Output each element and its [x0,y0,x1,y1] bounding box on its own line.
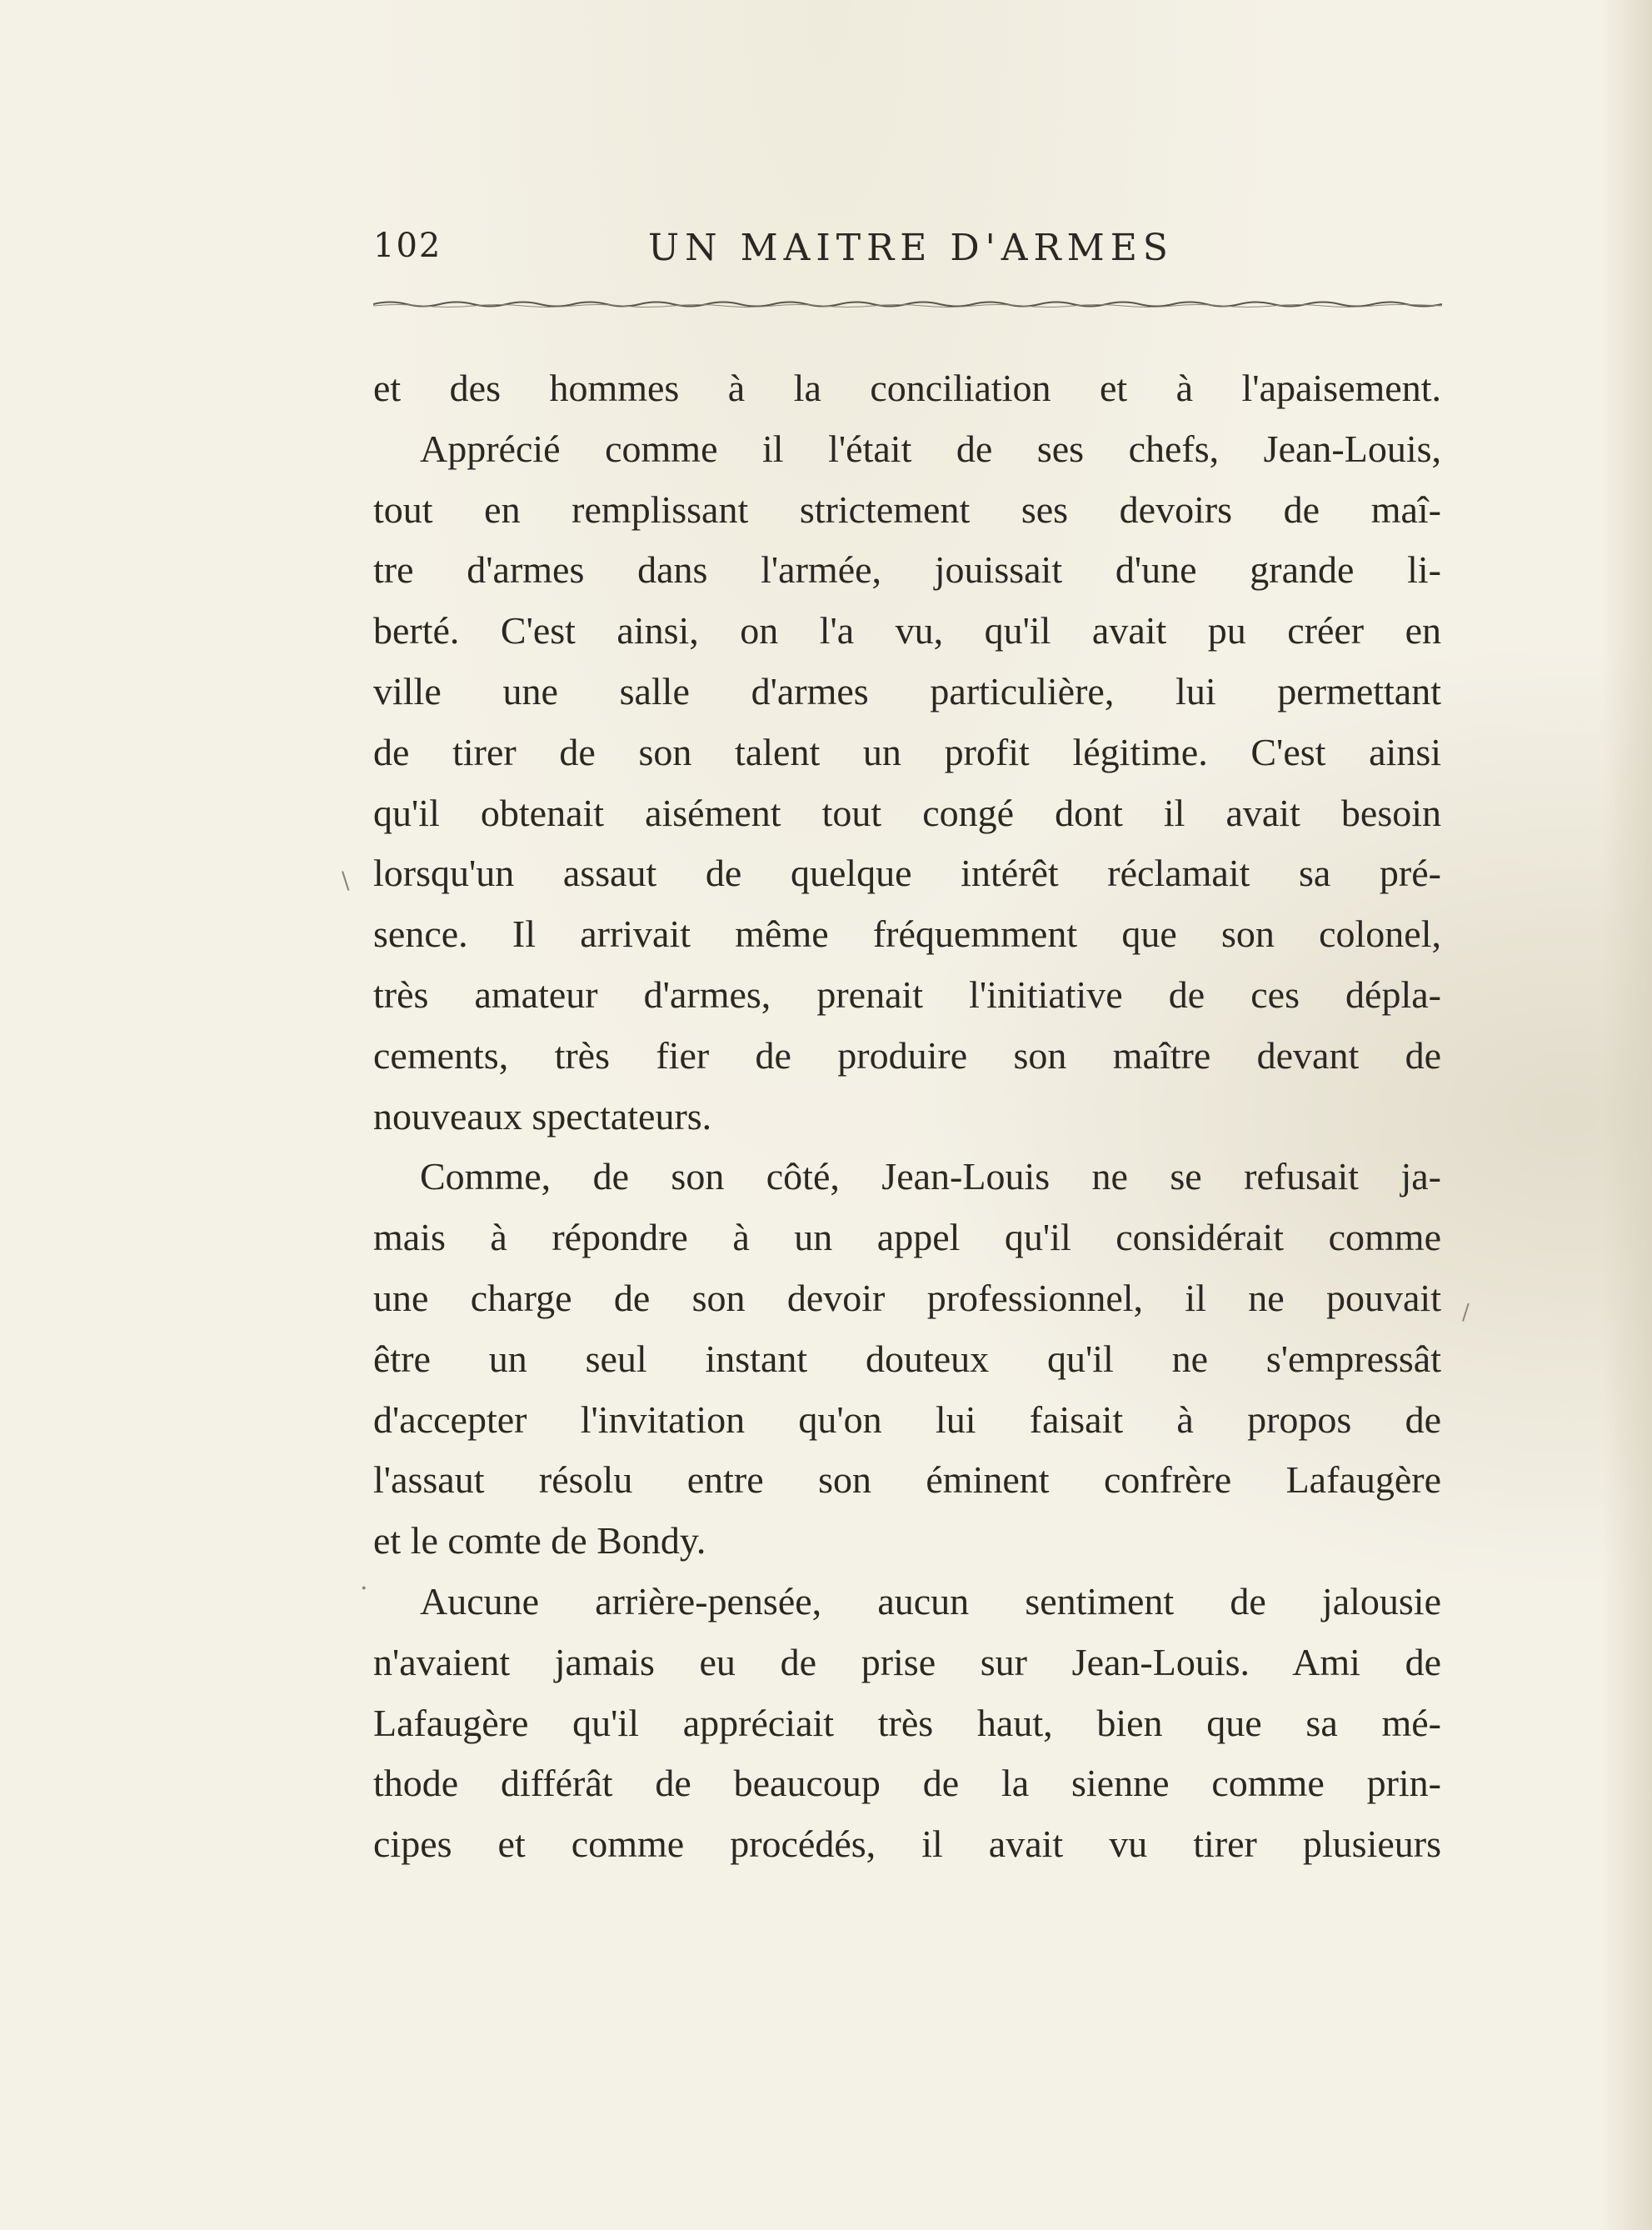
text-line: berté. C'est ainsi, on l'a vu, qu'il avait pu créer en [373,609,1441,652]
text-line: cipes et comme procédés, il avait vu tirer plusieurs [373,1822,1441,1866]
stray-mark: . [360,1567,368,1596]
text-line: l'assaut résolu entre son éminent confrère Lafaugère [373,1458,1441,1502]
page-header [373,227,1440,277]
text-line: n'avaient jamais eu de prise sur Jean-Louis. Ami de [373,1640,1441,1683]
text-line: nouveaux spectateurs. [373,1094,712,1138]
stray-mark: \ [342,867,350,894]
text-line: très amateur d'armes, prenait l'initiative de ces dépla- [373,972,1441,1016]
text-line: Apprécié comme il l'était de ses chefs, Jean-Louis, [420,427,1441,470]
text-line: tout en remplissant strictement ses devoirs de maî- [373,488,1441,531]
running-title: UN MAITRE D'ARMES [648,227,1174,269]
text-line: et des hommes à la conciliation et à l'apaisement. [373,367,1441,409]
text-line: cements, très fier de produire son maître devant de [373,1033,1441,1077]
text-line: Aucune arrière-pensée, aucun sentiment de jalousie [420,1579,1441,1622]
text-line: de tirer de son talent un profit légitime. C'est ainsi [373,730,1441,773]
text-line: lorsqu'un assaut de quelque intérêt réclamait sa pré- [373,852,1441,895]
ornamental-rule [373,298,1442,310]
text-line: qu'il obtenait aisément tout congé dont il avait besoin [373,791,1441,834]
text-line: Lafaugère qu'il appréciait très haut, bien que sa mé- [373,1701,1441,1744]
text-line: sence. Il arrivait même fréquemment que son colonel, [373,912,1441,956]
text-line: tre d'armes dans l'armée, jouissait d'une grande li- [373,548,1441,592]
text-line: d'accepter l'invitation qu'on lui faisait à propos de [373,1398,1441,1441]
page-number: 102 [373,227,442,265]
text-line: Comme, de son côté, Jean-Louis ne se refusait ja- [420,1155,1441,1198]
text-line: ville une salle d'armes particulière, lui permettant [373,669,1441,712]
stray-mark: / [1462,1300,1470,1325]
body-text [373,358,1441,1875]
text-line: mais à répondre à un appel qu'il considérait comme [373,1216,1441,1259]
text-line: être un seul instant douteux qu'il ne s'empressât [373,1337,1441,1380]
text-line: une charge de son devoir professionnel, il ne pouvait [373,1276,1441,1319]
page-edge-shadow [1602,0,1652,2230]
text-line: thode différât de beaucoup de la sienne comme prin- [373,1762,1441,1805]
text-line: et le comte de Bondy. [373,1519,706,1562]
